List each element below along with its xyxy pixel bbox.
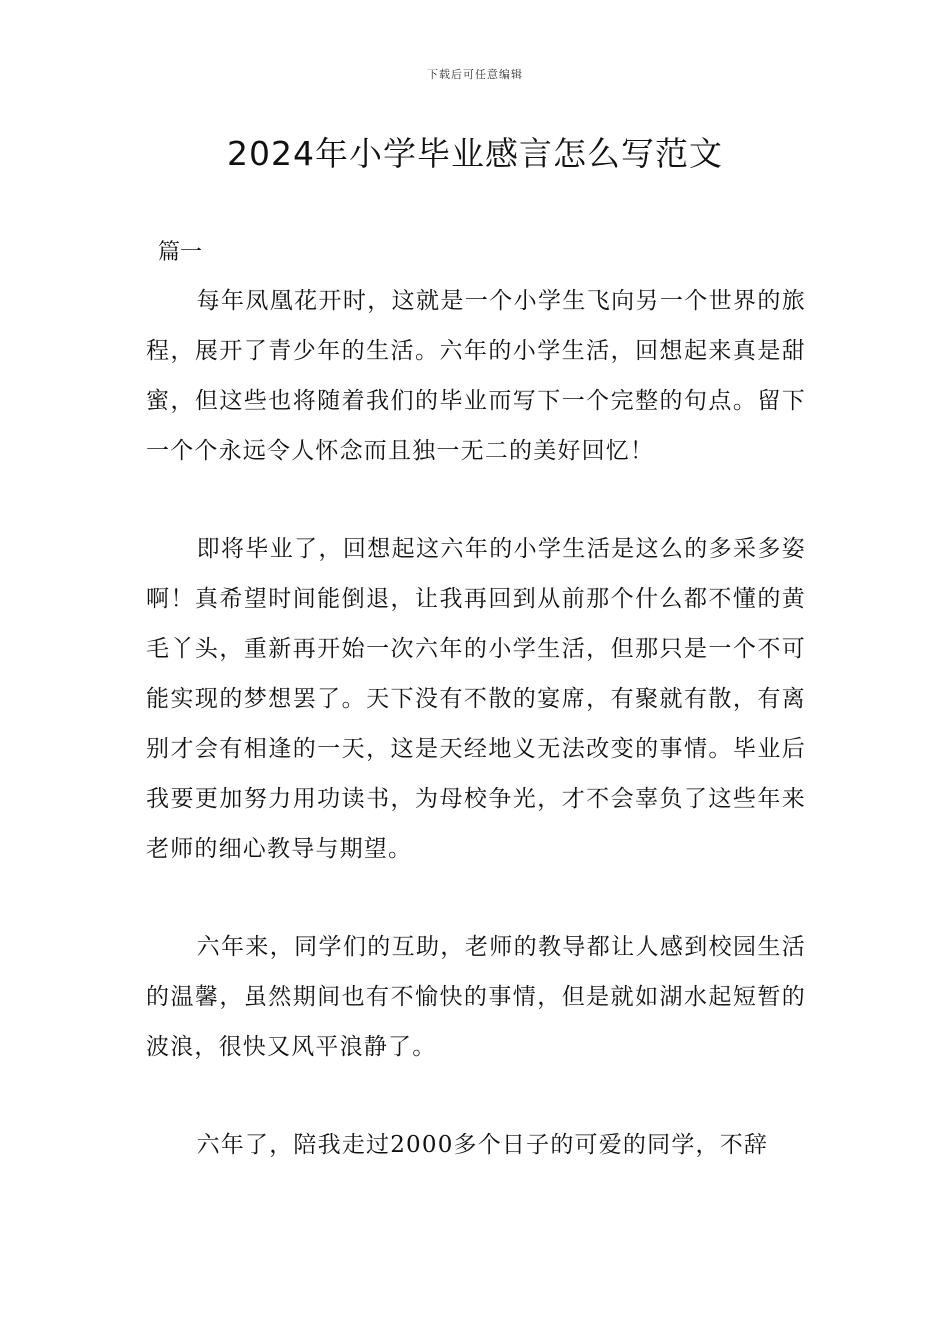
paragraph: 六年来，同学们的互助，老师的教导都让人感到校园生活的温馨，虽然期间也有不愉快的事情，但是就如湖水起短暂的波浪，很快又风平浪静了。 [146,934,806,1060]
page-title: 2024年小学毕业感言怎么写范文 [227,134,723,173]
paragraph-spacer [146,874,806,922]
paragraph: 即将毕业了，回想起这六年的小学生活是这么的多采多姿啊！真希望时间能倒退，让我再回到从前那个什么都不懂的黄毛丫头，重新再开始一次六年的小学生活，但那只是一个不可能实现的梦想罢了。天下没有不散的宴席，有聚就有散，有离别才会有相逢的一天，这是天经地义无法改变的事情。毕业后我要更加努力用功读书，为母校争光，才不会辜负了这些年来老师的细心教导与期望。 [146,536,806,862]
section-label: 篇一 [158,240,203,265]
document-body [146,276,806,1170]
paragraph-spacer [146,1072,806,1120]
header-note: 下载后可任意编辑 [427,68,523,81]
paragraph: 每年凤凰花开时，这就是一个小学生飞向另一个世界的旅程，展开了青少年的生活。六年的小学生活，回想起来真是甜蜜，但这些也将随着我们的毕业而写下一个完整的句点。留下一个个永远令人怀念而且独一无二的美好回忆！ [146,288,806,464]
paragraph-spacer [146,476,806,524]
paragraph: 六年了，陪我走过2000多个日子的可爱的同学，不辞 [196,1132,769,1158]
